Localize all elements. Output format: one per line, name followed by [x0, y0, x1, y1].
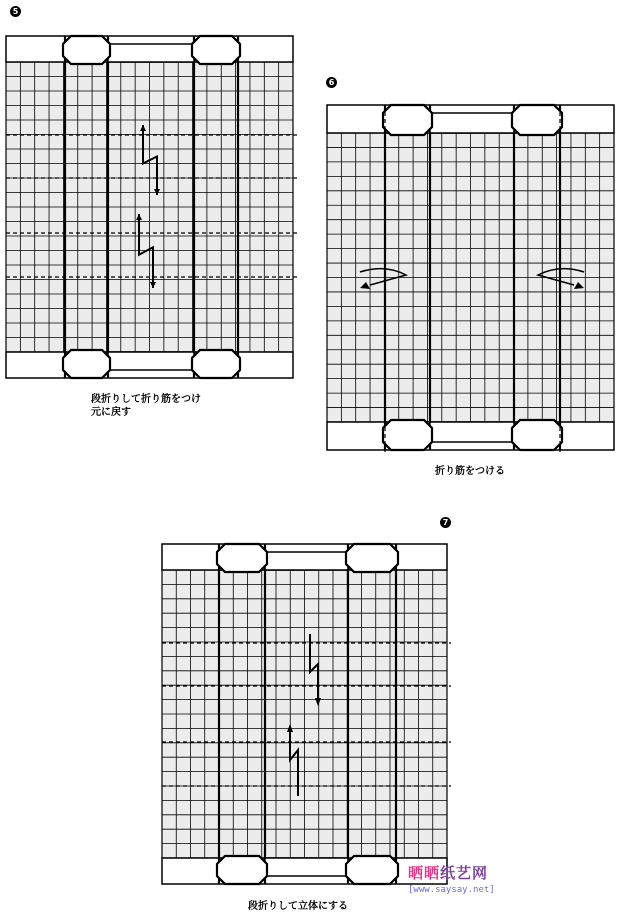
- step6-diagram: [327, 105, 614, 452]
- step7-caption: [248, 900, 348, 913]
- step6-tab-top-left: [383, 105, 432, 135]
- step6-tab-bottom-left: [383, 420, 432, 450]
- watermark-url: [www.saysay.net]: [408, 885, 495, 895]
- step5-tab-top-right: [192, 36, 240, 64]
- step5-top-gap: [108, 44, 194, 62]
- step5-tab-bottom-right: [192, 350, 240, 378]
- watermark-logo-part2: 纸艺网: [440, 864, 489, 882]
- step6-caption-line-1: 折り筋をつける: [435, 466, 505, 477]
- step7-bottom-gap: [265, 858, 348, 876]
- step-number-7: 7: [440, 517, 451, 528]
- step6-tab-bottom-right: [512, 420, 562, 450]
- step-number-5: 5: [10, 6, 21, 17]
- step7-top-gap: [265, 552, 348, 570]
- step5-tab-bottom-left: [63, 350, 110, 378]
- step6-top-gap: [430, 113, 514, 133]
- step7-tab-top-right: [346, 544, 398, 572]
- step7-tab-bottom-left: [217, 856, 267, 884]
- watermark-logo-part1: 晒晒: [408, 864, 441, 882]
- step5-caption-line-1: 段折りして折り筋をつけ: [91, 394, 201, 405]
- step5-caption-line-2: 元に戻す: [91, 407, 131, 418]
- step7-caption-line-1: 段折りして立体にする: [248, 901, 348, 912]
- step-number-6: 6: [326, 77, 337, 88]
- step5-bottom-gap: [108, 352, 194, 370]
- step6-tab-top-right: [512, 105, 562, 135]
- step6-bottom-gap: [430, 422, 514, 442]
- site-watermark: [408, 862, 495, 895]
- step5-caption: [91, 393, 201, 419]
- step7-diagram: [162, 544, 451, 884]
- step5-tab-top-left: [63, 36, 110, 64]
- step6-caption: [435, 465, 505, 478]
- step5-diagram: [6, 36, 297, 378]
- step7-tab-bottom-right: [346, 856, 398, 884]
- step7-tab-top-left: [217, 544, 267, 572]
- watermark-logo: [408, 862, 495, 883]
